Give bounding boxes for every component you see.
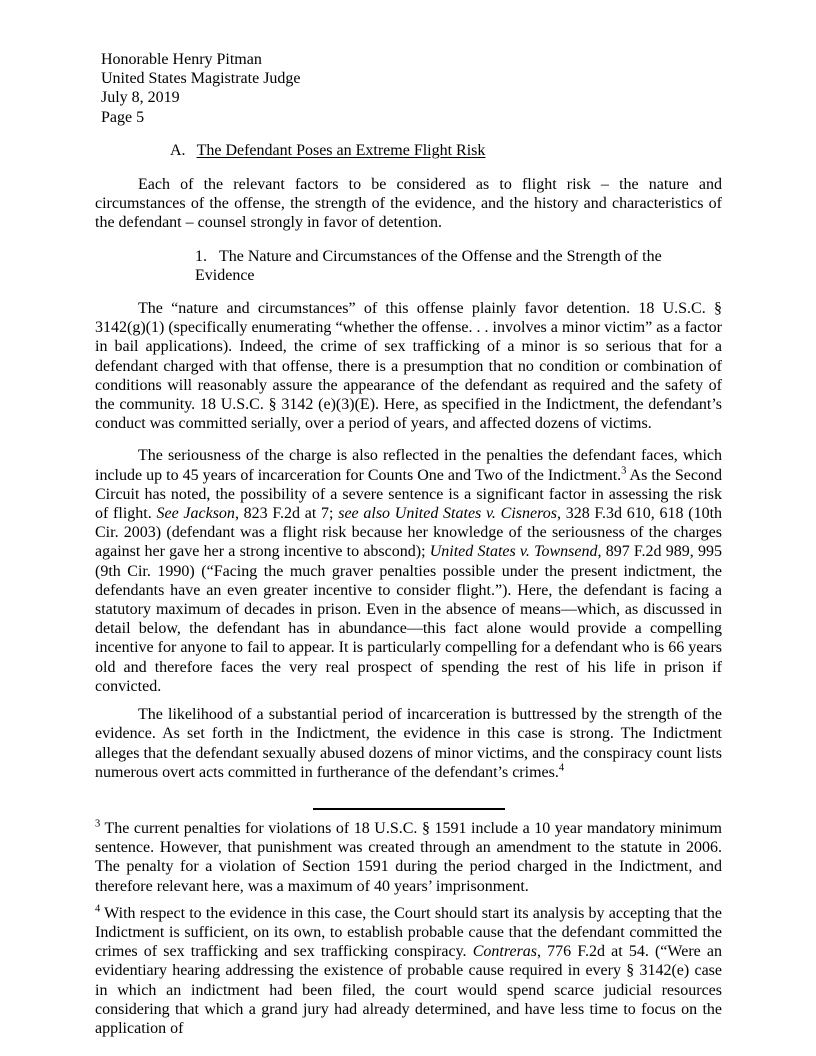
page-number: Page 5: [101, 108, 145, 126]
subsection-heading: [195, 247, 722, 285]
subsection-heading-title: The Nature and Circumstances of the Offense and the Strength of the Evidence: [195, 247, 662, 284]
letter-date: July 8, 2019: [101, 89, 180, 107]
section-heading-label: A.: [170, 141, 186, 159]
body-paragraph-1: Each of the relevant factors to be considered as to flight risk – the nature and circumstances of the offense, the strength of the evidence, and the history and characteristics of the defendant – counsel strongly in favor of detention.: [95, 176, 722, 232]
recipient-title: United States Magistrate Judge: [101, 70, 301, 88]
body-paragraph-3: The seriousness of the charge is also reflected in the penalties the defendant faces, which include up to 45 years of incarceration for Counts One and Two of the Indictment.$^3$ As the Second Circuit has noted, the possibility of a severe sentence is a significant factor in assessing the risk of flight. See Jackson, 823 F.2d at 7; see also United States v. Cisneros, 328 F.3d 610, 618 (10th Cir. 2003) (defendant was a flight risk because her knowledge of the seriousness of the charges against her gave her a strong incentive to abscond); United States v. Townsend, 897 F.2d 989, 995 (9th Cir. 1990) (“Facing the much graver penalties possible under the present indictment, the defendants have an even greater incentive to consider flight.”). Here, the defendant is facing a statutory maximum of decades in prison. Even in the absence of means—which, as discussed in detail below, the defendant has in abundance—this fact alone would provide a compelling incentive for anyone to fail to appear. It is particularly compelling for a defendant who is 66 years old and therefore faces the very real prospect of spending the rest of his life in prison if convicted.: [95, 447, 723, 695]
section-heading-title: The Defendant Poses an Extreme Flight Risk: [196, 141, 486, 159]
body-paragraph-4: The likelihood of a substantial period of incarceration is buttressed by the strength of the evidence. As set forth in the Indictment, the evidence in this case is strong. The Indictment alleges that the defendant sexually abused dozens of minor victims, and the conspiracy count lists numerous overt acts committed in furtherance of the defendant’s crimes.$^4$: [95, 706, 722, 781]
recipient-name: Honorable Henry Pitman: [101, 51, 262, 68]
footnote-3: $^3$ The current penalties for violations of 18 U.S.C. § 1591 include a 10 year mandatory minimum sentence. However, that punishment was created through an amendment to the statute in 2006. The penalty for a violation of Section 1591 during the period charged in the Indictment, and therefore relevant here, was a maximum of 40 years’ imprisonment.: [95, 818, 722, 895]
section-heading: [170, 141, 722, 160]
footnote-separator: [313, 808, 505, 810]
footnote-4: $^4$ With respect to the evidence in this case, the Court should start its analysis by accepting that the Indictment is sufficient, on its own, to establish probable cause that the defendant committed the crimes of sex trafficking and sex trafficking conspiracy. Contreras, 776 F.2d at 54. (“Were an evidentiary hearing addressing the existence of probable cause required in every § 3142(e) case in which an indictment had been filed, the court would spend scarce judicial resources considering that which a grand jury had already determined, and have less time to focus on the application of: [95, 903, 723, 1037]
letterhead: [101, 50, 722, 127]
subsection-heading-label: 1.: [195, 247, 207, 265]
body-paragraph-2: The “nature and circumstances” of this offense plainly favor detention. 18 U.S.C. § 3142(g)(1) (specifically enumerating “whether the offense. . . involves a minor victim” as a factor in bail applications). Indeed, the crime of sex trafficking of a minor is so serious that for a defendant charged with that offense, there is a presumption that no condition or combination of conditions will reasonably assure the appearance of the defendant as required and the safety of the community. 18 U.S.C. § 3142 (e)(3)(E). Here, as specified in the Indictment, the defendant’s conduct was committed serially, over a period of years, and affected dozens of victims.: [95, 300, 722, 433]
